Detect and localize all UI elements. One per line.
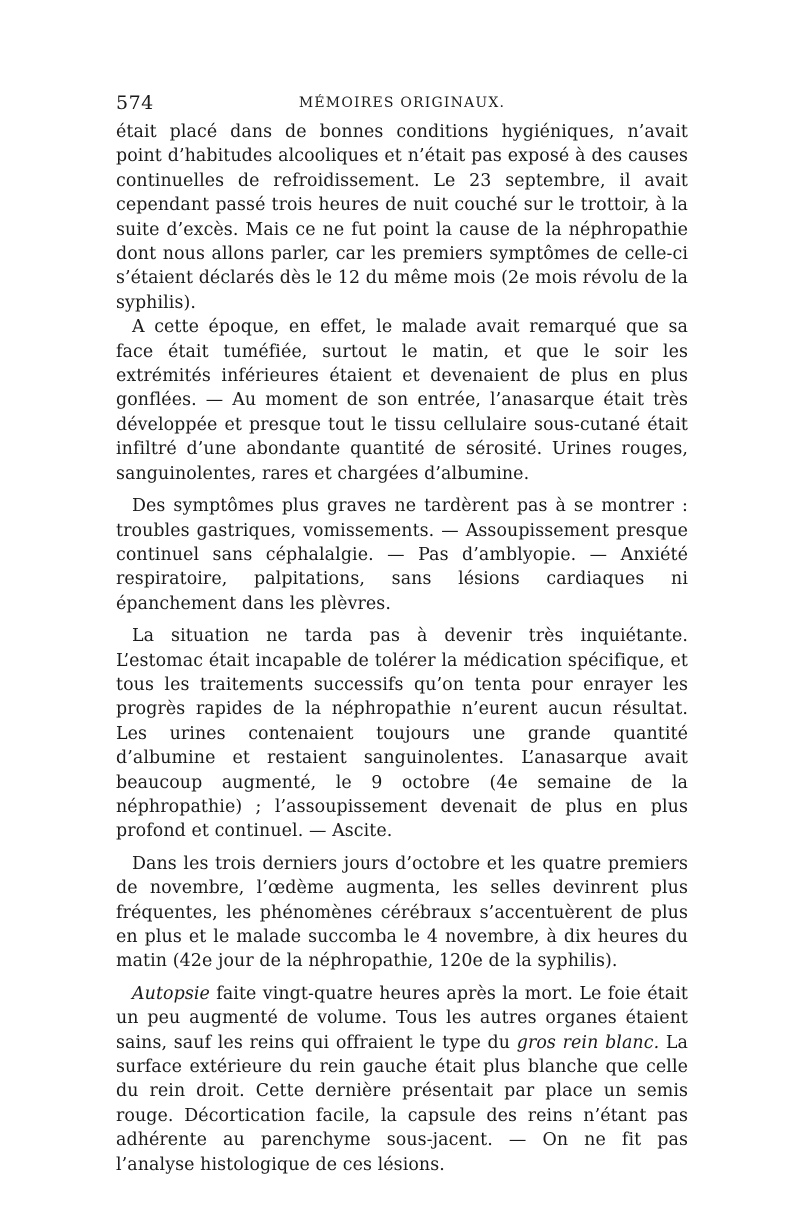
autopsy-term: gros rein blanc. [516, 1032, 660, 1053]
autopsy-text-b: La surface extérieure du rein gauche était plus blanche que celle du rein droit. Cette dernière présentait par place un semis rouge. Décortication facile, la capsule des reins n’étant pas adhérente au parenchyme sous-jacent. — On ne fit pas l’analyse histologique de ces lésions. [116, 1032, 688, 1175]
running-title: MÉMOIRES ORIGINAUX. [298, 95, 506, 111]
paragraph-treatment: La situation ne tarda pas à devenir très inquiétante. L’estomac était incapable de tolérer la médication spécifique, et tous les traitements successifs qu’on tenta pour enrayer les progrès rapides de la néphropathie n’eurent aucun résultat. Les urines contenaient toujours une grande quantité d’albumine et restaient sanguinolentes. L’anasarque avait beaucoup augmenté, le 9 octobre (4e semaine de la néphropathie) ; l’assoupissement devenait de plus en plus profond et continuel. — Ascite. [116, 626, 688, 842]
page-number: 574 [116, 92, 154, 114]
paragraph-continuation: était placé dans de bonnes conditions hygiéniques, n’avait point d’habitudes alcooliques et n’était pas exposé à des causes continuelles de refroidissement. Le 23 septembre, il avait cependant passé trois heures de nuit couché sur le trottoir, à la suite d’excès. Mais ce ne fut point la cause de la néphropathie dont nous allons parler, car les premiers symptômes de celle-ci s’étaient déclarés dès le 12 du même mois (2e mois révolu de la syphilis). [116, 122, 688, 313]
page [116, 92, 688, 1177]
paragraph-complications: Des symptômes plus graves ne tardèrent pas à se montrer : troubles gastriques, vomissements. — Assoupissement presque continuel sans céphalalgie. — Pas d’amblyopie. — Anxiété respiratoire, palpitations, sans lésions cardiaques ni épanchement dans les plèvres. [116, 496, 688, 614]
body-text [116, 120, 688, 1177]
running-head [116, 92, 688, 120]
paragraph-death: Dans les trois derniers jours d’octobre et les quatre premiers de novembre, l’œdème augmenta, les selles devinrent plus fréquentes, les phénomènes cérébraux s’accentuèrent de plus en plus et le malade succomba le 4 novembre, à dix heures du matin (42e jour de la néphropathie, 120e de la syphilis). [116, 853, 688, 972]
autopsy-text-a: faite vingt-quatre heures après la mort. Le foie était un peu augmenté de volume. Tous les autres organes étaient sains, sauf les reins qui offraient le type du [116, 983, 688, 1053]
paragraph-symptoms: A cette époque, en effet, le malade avait remarqué que sa face était tuméfiée, surtout le matin, et que le soir les extrémités inférieures étaient et devenaient de plus en plus gonflées. — Au moment de son entrée, l’anasarque était très développée et presque tout le tissu cellulaire sous-cutané était infiltré d’une abondante quantité de sérosité. Urines rouges, sanguinolentes, rares et chargées d’albumine. [116, 317, 688, 484]
paragraph-autopsy [116, 982, 688, 1177]
autopsy-label: Autopsie [132, 983, 210, 1004]
